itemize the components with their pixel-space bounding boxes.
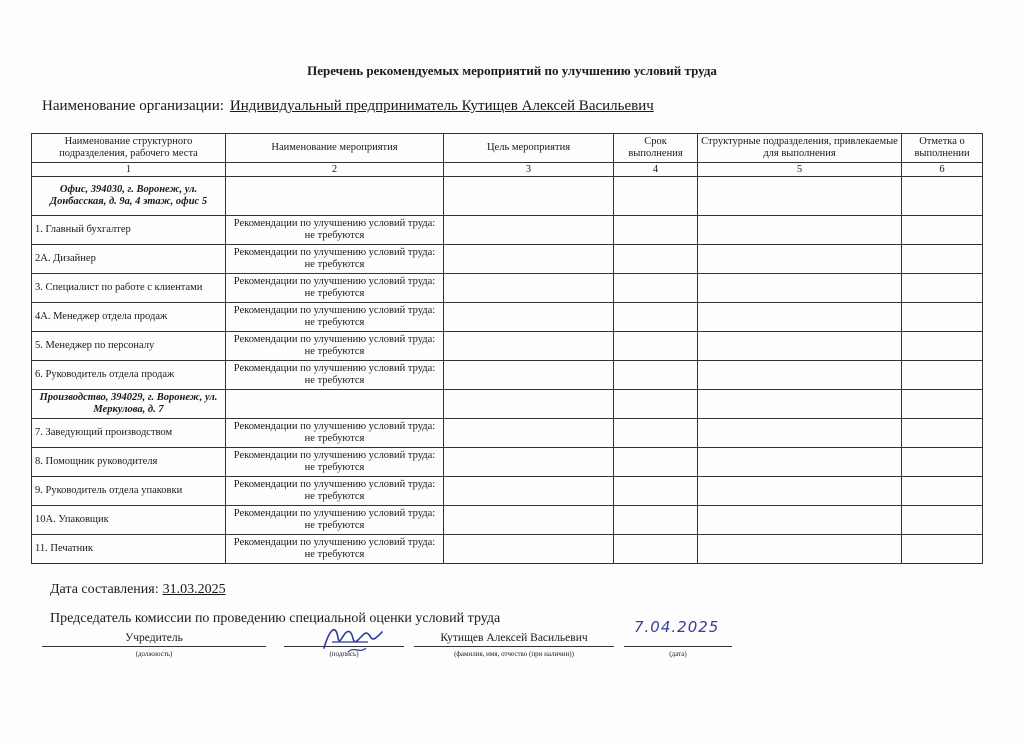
chairman-label: Председатель комиссии по проведению специальной оценки условий труда [50, 611, 501, 626]
table-row [32, 477, 983, 506]
measure-cell: Рекомендации по улучшению условий труда: не требуются [226, 477, 444, 506]
workplace-cell: 4А. Менеджер отдела продаж [32, 303, 226, 332]
measures-table [31, 133, 983, 564]
section-row [32, 390, 983, 419]
workplace-cell: 1. Главный бухгалтер [32, 216, 226, 245]
column-number: 2 [226, 163, 444, 177]
measure-cell: Рекомендации по улучшению условий труда: не требуются [226, 245, 444, 274]
table-row [32, 535, 983, 564]
table-header-row [32, 134, 983, 163]
organization-line [42, 98, 654, 115]
document-title: Перечень рекомендуемых мероприятий по улучшению условий труда [307, 63, 717, 78]
section-name: Производство, 394029, г. Воронеж, ул. Меркулова, д. 7 [32, 390, 226, 419]
table-row [32, 303, 983, 332]
date-compiled-label: Дата составления: [50, 582, 159, 597]
handwritten-date: 7.04.2025 [634, 618, 720, 636]
table-row [32, 448, 983, 477]
workplace-cell: 5. Менеджер по персоналу [32, 332, 226, 361]
table-row [32, 245, 983, 274]
column-number: 1 [32, 163, 226, 177]
measure-cell: Рекомендации по улучшению условий труда: не требуются [226, 361, 444, 390]
column-number-row [32, 163, 983, 177]
column-number: 4 [614, 163, 698, 177]
column-number: 6 [902, 163, 983, 177]
section-row [32, 177, 983, 216]
name-caption: (фамилия, имя, отчество (при наличии)) [454, 650, 574, 658]
column-number: 3 [444, 163, 614, 177]
section-name: Офис, 394030, г. Воронеж, ул. Донбасская, д. 9а, 4 этаж, офис 5 [32, 177, 226, 216]
measure-cell: Рекомендации по улучшению условий труда: не требуются [226, 448, 444, 477]
handwritten-signature [318, 618, 388, 658]
position-caption: (должность) [135, 650, 173, 658]
header-cell: Наименование структурного подразделения, рабочего места [32, 134, 226, 163]
header-cell: Наименование мероприятия [226, 134, 444, 163]
workplace-cell: 11. Печатник [32, 535, 226, 564]
table-row [32, 332, 983, 361]
position-value: Учредитель [125, 632, 183, 644]
column-number: 5 [698, 163, 902, 177]
measure-cell: Рекомендации по улучшению условий труда: не требуются [226, 535, 444, 564]
workplace-cell: 6. Руководитель отдела продаж [32, 361, 226, 390]
header-cell: Цель мероприятия [444, 134, 614, 163]
workplace-cell: 3. Специалист по работе с клиентами [32, 274, 226, 303]
measure-cell: Рекомендации по улучшению условий труда: не требуются [226, 506, 444, 535]
table-row [32, 274, 983, 303]
organization-value: Индивидуальный предприниматель Кутищев Алексей Васильевич [229, 98, 654, 114]
measure-cell: Рекомендации по улучшению условий труда: не требуются [226, 216, 444, 245]
header-cell: Отметка о выполнении [902, 134, 983, 163]
position-field [42, 632, 266, 658]
measure-cell: Рекомендации по улучшению условий труда: не требуются [226, 332, 444, 361]
measure-cell: Рекомендации по улучшению условий труда: не требуются [226, 303, 444, 332]
date-compiled-value: 31.03.2025 [162, 582, 226, 597]
organization-label: Наименование организации: [42, 98, 224, 114]
signature-block [0, 632, 1024, 672]
workplace-cell: 9. Руководитель отдела упаковки [32, 477, 226, 506]
measure-cell: Рекомендации по улучшению условий труда: не требуются [226, 274, 444, 303]
date-compiled-line [50, 582, 226, 598]
workplace-cell: 8. Помощник руководителя [32, 448, 226, 477]
name-value: Кутищев Алексей Васильевич [440, 632, 588, 644]
table-row [32, 419, 983, 448]
header-cell: Срок выполнения [614, 134, 698, 163]
workplace-cell: 2А. Дизайнер [32, 245, 226, 274]
measure-cell: Рекомендации по улучшению условий труда: не требуются [226, 419, 444, 448]
workplace-cell: 7. Заведующий производством [32, 419, 226, 448]
signature-caption: (подпись) [329, 650, 359, 658]
table-row [32, 361, 983, 390]
table-row [32, 506, 983, 535]
name-field [414, 632, 614, 658]
date-caption: (дата) [669, 650, 687, 658]
header-cell: Структурные подразделения, привлекаемые для выполнения [698, 134, 902, 163]
table-row [32, 216, 983, 245]
workplace-cell: 10А. Упаковщик [32, 506, 226, 535]
